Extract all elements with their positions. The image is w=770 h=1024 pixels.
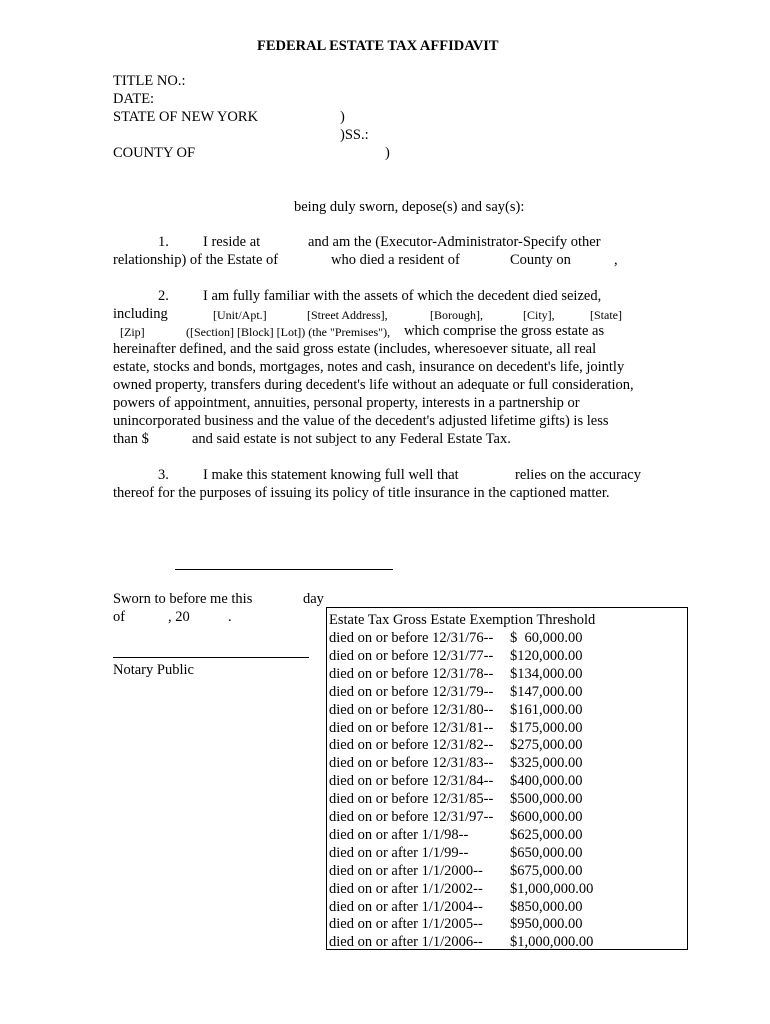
para1-county-on: County on xyxy=(510,252,571,268)
threshold-row-date: died on or before 12/31/83-- xyxy=(329,755,494,772)
threshold-row xyxy=(329,629,583,647)
threshold-row-amount: $1,000,000.00 xyxy=(510,880,594,897)
threshold-row xyxy=(329,844,583,862)
threshold-row-date: died on or before 12/31/85-- xyxy=(329,791,494,808)
borough-field: [Borough], xyxy=(430,308,483,322)
threshold-row-amount: $650,000.00 xyxy=(510,844,583,861)
date-label: DATE: xyxy=(113,91,155,107)
para2-line6: owned property, transfers during decedent's life without an adequate or full consideration, xyxy=(113,377,634,393)
threshold-row xyxy=(329,701,583,719)
threshold-row-date: died on or after 1/1/98-- xyxy=(329,826,469,843)
threshold-row-date: died on or after 1/1/2000-- xyxy=(329,862,483,879)
threshold-row-date: died on or after 1/1/99-- xyxy=(329,844,469,861)
threshold-row-date: died on or after 1/1/2002-- xyxy=(329,880,483,897)
unit-field: [Unit/Apt.] xyxy=(213,308,267,322)
para2-line1: I am fully familiar with the assets of which the decedent died seized, xyxy=(203,288,602,304)
para2-line8: unincorporated business and the value of the decedent's adjusted lifetime gifts) is less xyxy=(113,413,609,429)
threshold-row-date: died on or before 12/31/78-- xyxy=(329,665,494,682)
threshold-row xyxy=(329,790,583,808)
threshold-row-amount: $675,000.00 xyxy=(510,862,583,879)
para2-line5: estate, stocks and bonds, mortgages, notes and cash, insurance on decedent's life, jointly xyxy=(113,359,625,375)
para2-than: than $ xyxy=(113,431,149,447)
para3-number: 3. xyxy=(158,467,169,483)
city-field: [City], xyxy=(523,308,555,322)
sworn-intro: being duly sworn, depose(s) and say(s): xyxy=(294,199,525,215)
threshold-row xyxy=(329,736,583,754)
threshold-row-amount: $950,000.00 xyxy=(510,916,583,933)
threshold-row xyxy=(329,808,583,826)
threshold-row xyxy=(329,826,583,844)
threshold-row-date: died on or after 1/1/2006-- xyxy=(329,934,483,951)
threshold-row xyxy=(329,665,583,683)
threshold-row-amount: $400,000.00 xyxy=(510,773,583,790)
threshold-row-date: died on or before 12/31/80-- xyxy=(329,701,494,718)
threshold-row xyxy=(329,754,583,772)
threshold-row-amount: $161,000.00 xyxy=(510,701,583,718)
threshold-row-amount: $325,000.00 xyxy=(510,755,583,772)
threshold-table-heading: Estate Tax Gross Estate Exemption Threshold xyxy=(329,612,596,628)
para2-line7: powers of appointment, annuities, personal property, interests in a partnership or xyxy=(113,395,580,411)
document-title: FEDERAL ESTATE TAX AFFIDAVIT xyxy=(257,38,499,54)
threshold-row xyxy=(329,647,583,665)
para2-number: 2. xyxy=(158,288,169,304)
affiant-signature-line xyxy=(175,569,393,570)
jurat-day: day xyxy=(303,591,324,607)
threshold-row xyxy=(329,772,583,790)
threshold-row-amount: $850,000.00 xyxy=(510,898,583,915)
para3-line1a: I make this statement knowing full well that xyxy=(203,467,459,483)
threshold-row-amount: $175,000.00 xyxy=(510,719,583,736)
threshold-row-amount: $120,000.00 xyxy=(510,647,583,664)
venue-paren-top: ) xyxy=(340,109,345,125)
threshold-row-date: died on or before 12/31/84-- xyxy=(329,773,494,790)
threshold-row xyxy=(329,683,583,701)
threshold-row-date: died on or before 12/31/79-- xyxy=(329,683,494,700)
threshold-row xyxy=(329,719,583,737)
threshold-row-amount: $147,000.00 xyxy=(510,683,583,700)
threshold-row-date: died on or after 1/1/2004-- xyxy=(329,898,483,915)
title-number-label: TITLE NO.: xyxy=(113,73,186,89)
threshold-row-amount: $134,000.00 xyxy=(510,665,583,682)
para2-line3-rest: which comprise the gross estate as xyxy=(404,323,605,339)
para2-including: including xyxy=(113,306,168,322)
para2-line4: hereinafter defined, and the said gross estate (includes, wheresoever situate, all real xyxy=(113,341,597,357)
state-label: STATE OF NEW YORK xyxy=(113,109,259,125)
notary-signature-line xyxy=(113,657,309,658)
notary-public-label: Notary Public xyxy=(113,662,194,678)
para1-executor: and am the (Executor-Administrator-Specify other xyxy=(308,234,601,250)
threshold-row-date: died on or before 12/31/82-- xyxy=(329,737,494,754)
threshold-row-amount: $ 60,000.00 xyxy=(510,630,583,646)
threshold-row-date: died on or before 12/31/76-- xyxy=(329,630,494,646)
venue-paren-bottom: ) xyxy=(385,145,390,161)
threshold-row xyxy=(329,933,593,951)
jurat-year: , 20 xyxy=(168,609,190,625)
threshold-row xyxy=(329,880,593,898)
threshold-row-amount: $600,000.00 xyxy=(510,809,583,825)
jurat-period: . xyxy=(228,609,232,625)
county-label: COUNTY OF xyxy=(113,145,196,161)
para1-comma: , xyxy=(614,252,618,268)
street-address-field: [Street Address], xyxy=(307,308,388,322)
jurat-of: of xyxy=(113,609,126,625)
para3-line1b: relies on the accuracy xyxy=(515,467,641,483)
zip-field: [Zip] xyxy=(120,325,145,339)
threshold-row-amount: $1,000,000.00 xyxy=(510,934,594,951)
threshold-row-date: died on or before 12/31/77-- xyxy=(329,647,494,664)
state-field: [State] xyxy=(590,308,622,322)
threshold-row xyxy=(329,898,583,916)
section-block-lot-field: ([Section] [Block] [Lot]) (the "Premises"), xyxy=(186,325,391,339)
para1-reside-at: I reside at xyxy=(203,234,261,250)
threshold-row xyxy=(329,862,583,880)
para1-relationship: relationship) of the Estate of xyxy=(113,252,279,268)
ss-label: )SS.: xyxy=(340,127,369,143)
threshold-row-date: died on or before 12/31/97-- xyxy=(329,809,494,825)
threshold-row-amount: $500,000.00 xyxy=(510,791,583,808)
para3-line2: thereof for the purposes of issuing its policy of title insurance in the captioned matter. xyxy=(113,485,610,501)
threshold-row xyxy=(329,915,583,933)
para2-not-subject: and said estate is not subject to any Federal Estate Tax. xyxy=(192,431,511,447)
exemption-threshold-table xyxy=(326,607,688,950)
threshold-row-date: died on or before 12/31/81-- xyxy=(329,719,494,736)
para1-number: 1. xyxy=(158,234,169,250)
para1-who-died: who died a resident of xyxy=(331,252,460,268)
threshold-row-date: died on or after 1/1/2005-- xyxy=(329,916,483,933)
threshold-row-amount: $625,000.00 xyxy=(510,826,583,843)
jurat-sworn: Sworn to before me this xyxy=(113,591,253,607)
threshold-row-amount: $275,000.00 xyxy=(510,737,583,754)
